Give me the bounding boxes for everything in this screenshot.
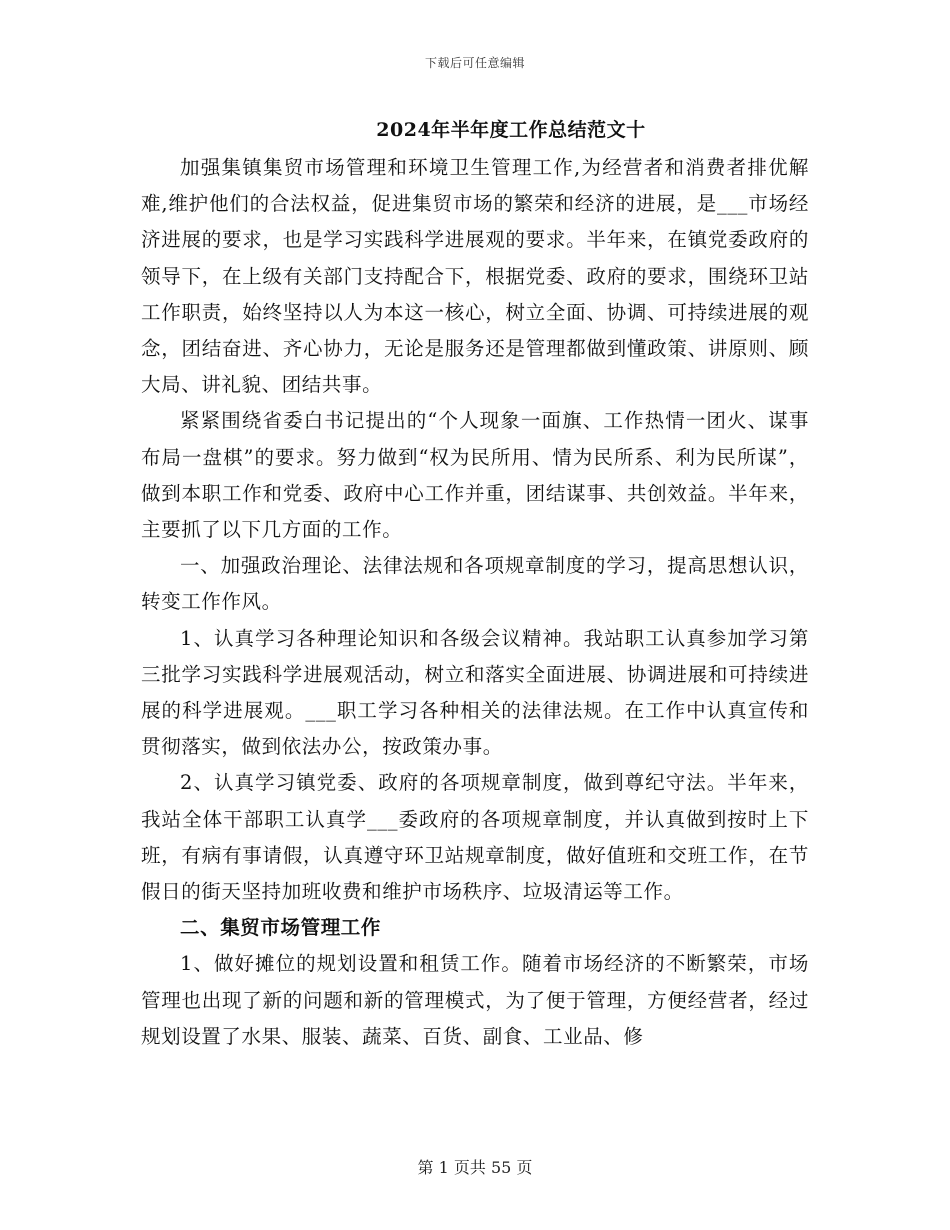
paragraph-item-1: 1、认真学习各种理论知识和各级会议精神。我站职工认真参加学习第三批学习实践科学进展观活动，树立和落实全面进展、协调进展和可持续进展的科学进展观。___职工学习各种相关的法律法规。在工作中认真宣传和贯彻落实，做到依法办公，按政策办事。	[141, 626, 809, 759]
paragraph-market-item-1: 1、做好摊位的规划设置和租赁工作。随着市场经济的不断繁荣，市场管理也出现了新的问题和新的管理模式，为了便于管理，方便经营者，经过规划设置了水果、服装、蔬菜、百货、副食、工业品、修	[141, 952, 809, 1048]
page-number: 第 1 页共 55 页	[417, 1158, 533, 1177]
paragraph-item-2: 2、认真学习镇党委、政府的各项规章制度，做到尊纪守法。半年来，我站全体干部职工认真学___委政府的各项规章制度，并认真做到按时上下班，有病有事请假，认真遵守环卫站规章制度，做好值班和交班工作，在节假日的街天坚持加班收费和维护市场秩序、垃圾清运等工作。	[141, 771, 809, 904]
page-header-note: 下载后可任意编辑	[424, 56, 525, 70]
paragraph-section-one-heading: 一、加强政治理论、法律法规和各项规章制度的学习，提高思想认识，转变工作作风。	[141, 554, 809, 614]
paragraph-intro: 加强集镇集贸市场管理和环境卫生管理工作,为经营者和消费者排优解难,维护他们的合法权益，促进集贸市场的繁荣和经济的进展，是___市场经济进展的要求，也是学习实践科学进展观的要求。半年来，在镇党委政府的领导下，在上级有关部门支持配合下，根据党委、政府的要求，围绕环卫站工作职责，始终坚持以人为本这一核心，树立全面、协调、可持续进展的观念，团结奋进、齐心协力，无论是服务还是管理都做到懂政策、讲原则、顾大局、讲礼貌、团结共事。	[141, 156, 809, 397]
document-body	[141, 116, 809, 1055]
paragraph-requirements: 紧紧围绕省委白书记提出的“个人现象一面旗、工作热情一团火、谋事布局一盘棋”的要求。努力做到“权为民所用、情为民所系、利为民所谋”，做到本职工作和党委、政府中心工作并重，团结谋事、共创效益。半年来，主要抓了以下几方面的工作。	[141, 409, 809, 542]
document-title: 2024年半年度工作总结范文十	[376, 119, 646, 141]
section-heading-market-management: 二、集贸市场管理工作	[180, 916, 382, 940]
